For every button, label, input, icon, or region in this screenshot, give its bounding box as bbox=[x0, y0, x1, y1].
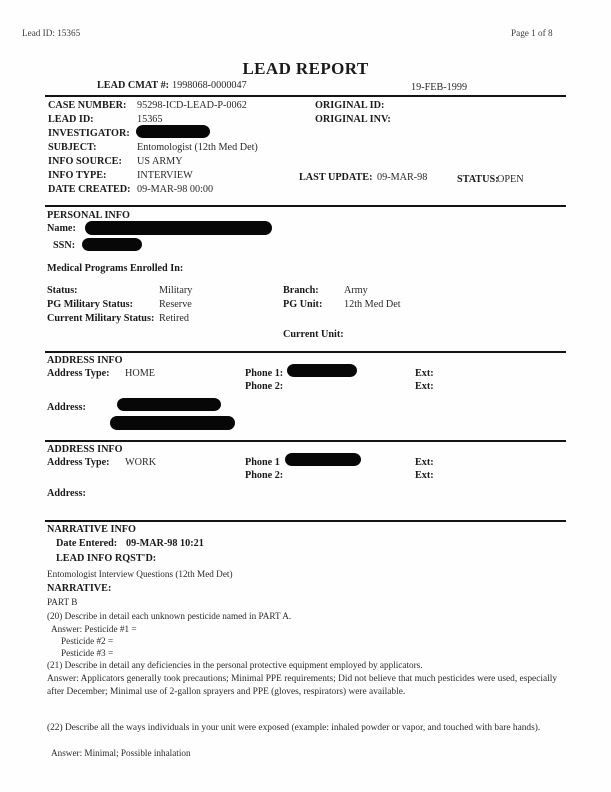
address-work-phone1-label: Phone 1 bbox=[245, 457, 280, 468]
name-label: Name: bbox=[47, 223, 76, 234]
address-work-label: Address: bbox=[47, 488, 86, 499]
address-home-phone2-label: Phone 2: bbox=[245, 381, 284, 392]
divider-narrative-info bbox=[45, 520, 566, 522]
lead-cmat-value: 1998068-0000047 bbox=[172, 80, 247, 91]
divider-personal-info bbox=[45, 205, 566, 207]
narrative-question-20: (20) Describe in detail each unknown pesticide named in PART A. bbox=[47, 611, 292, 621]
status-value: OPEN bbox=[497, 174, 524, 185]
address-home-ext2-label: Ext: bbox=[415, 381, 434, 392]
status-military-value: Military bbox=[159, 285, 193, 296]
lead-id-label: LEAD ID: bbox=[48, 114, 94, 125]
address-work-ext2-label: Ext: bbox=[415, 470, 434, 481]
narrative-question-21: (21) Describe in detail any deficiencies in the personal protective equipment employed by applicators. bbox=[47, 660, 423, 670]
pg-unit-value: 12th Med Det bbox=[344, 299, 401, 310]
info-type-label: INFO TYPE: bbox=[48, 170, 107, 181]
date-entered-label: Date Entered: bbox=[56, 538, 118, 549]
lead-id-header bbox=[22, 28, 80, 38]
last-update-label: LAST UPDATE: bbox=[299, 172, 373, 183]
address-home-section-title: ADDRESS INFO bbox=[47, 355, 123, 366]
narrative-part-label: PART B bbox=[47, 597, 78, 607]
current-military-status-label: Current Military Status: bbox=[47, 313, 155, 324]
personal-info-section-title: PERSONAL INFO bbox=[47, 210, 130, 221]
original-id-label: ORIGINAL ID: bbox=[315, 100, 385, 111]
narrative-answer-21: Answer: Applicators generally took precautions; Minimal PPE requirements; Did not believe that much pesticides were used, especially after December; Minimal use of 2-gallon sprayers and PPE (gloves, respirators) were available. bbox=[47, 674, 558, 697]
lead-cmat-label: LEAD CMAT #: bbox=[97, 80, 170, 91]
info-type-value: INTERVIEW bbox=[137, 170, 193, 181]
status-label: STATUS: bbox=[457, 174, 499, 185]
narrative-answer-20-line1: Answer: Pesticide #1 = bbox=[51, 624, 137, 634]
address-work-type-value: WORK bbox=[125, 457, 157, 468]
lead-id-header-value: 15365 bbox=[57, 28, 81, 38]
address-home-phone1-label: Phone 1: bbox=[245, 368, 284, 379]
ssn-redaction-bar bbox=[82, 238, 142, 251]
branch-label: Branch: bbox=[283, 285, 319, 296]
case-number-value: 95298-ICD-LEAD-P-0062 bbox=[137, 100, 247, 111]
pg-military-status-label: PG Military Status: bbox=[47, 299, 134, 310]
investigator-redaction-bar bbox=[136, 125, 210, 138]
date-created-value: 09-MAR-98 00:00 bbox=[137, 184, 214, 195]
divider-address-home bbox=[45, 351, 566, 353]
narrative-question-22: (22) Describe all the ways individuals in your unit were exposed (example: inhaled powder or vapor, and touched with bare hands). bbox=[47, 723, 541, 733]
address-home-type-label: Address Type: bbox=[47, 368, 110, 379]
lead-info-rqstd-value: Entomologist Interview Questions (12th Med Det) bbox=[47, 569, 233, 579]
date-created-label: DATE CREATED: bbox=[48, 184, 131, 195]
current-military-status-value: Retired bbox=[159, 313, 189, 324]
address-home-type-value: HOME bbox=[125, 368, 155, 379]
last-update-value: 09-MAR-98 bbox=[377, 172, 428, 183]
address-work-ext1-label: Ext: bbox=[415, 457, 434, 468]
page-indicator: Page 1 of 8 bbox=[511, 28, 553, 38]
address-work-phone2-label: Phone 2: bbox=[245, 470, 284, 481]
narrative-answer-22: Answer: Minimal; Possible inhalation bbox=[51, 748, 191, 758]
subject-value: Entomologist (12th Med Det) bbox=[137, 142, 258, 153]
status-military-label: Status: bbox=[47, 285, 78, 296]
address-work-type-label: Address Type: bbox=[47, 457, 110, 468]
case-number-label: CASE NUMBER: bbox=[48, 100, 127, 111]
pg-unit-label: PG Unit: bbox=[283, 299, 323, 310]
original-inv-label: ORIGINAL INV: bbox=[315, 114, 391, 125]
address-home-label: Address: bbox=[47, 402, 86, 413]
narrative-label: NARRATIVE: bbox=[47, 583, 112, 594]
address-work-section-title: ADDRESS INFO bbox=[47, 444, 123, 455]
narrative-answer-20-line3: Pesticide #3 = bbox=[61, 648, 114, 658]
address-work-phone1-redaction-bar bbox=[285, 453, 361, 466]
address-home-phone1-redaction-bar bbox=[287, 364, 357, 377]
address-home-redaction-bar-line2 bbox=[110, 416, 235, 430]
subject-label: SUBJECT: bbox=[48, 142, 97, 153]
medical-programs-label: Medical Programs Enrolled In: bbox=[47, 263, 184, 274]
lead-id-header-label: Lead ID: bbox=[22, 28, 55, 38]
narrative-answer-20-line2: Pesticide #2 = bbox=[61, 636, 114, 646]
info-source-value: US ARMY bbox=[137, 156, 183, 167]
narrative-info-section-title: NARRATIVE INFO bbox=[47, 524, 136, 535]
lead-info-rqstd-label: LEAD INFO RQST'D: bbox=[56, 553, 157, 564]
branch-value: Army bbox=[344, 285, 368, 296]
investigator-label: INVESTIGATOR: bbox=[48, 128, 130, 139]
divider-header bbox=[45, 95, 566, 97]
info-source-label: INFO SOURCE: bbox=[48, 156, 122, 167]
address-home-ext1-label: Ext: bbox=[415, 368, 434, 379]
name-redaction-bar bbox=[85, 221, 272, 235]
report-date: 19-FEB-1999 bbox=[411, 82, 468, 93]
current-unit-label: Current Unit: bbox=[283, 329, 344, 340]
date-entered-value: 09-MAR-98 10:21 bbox=[126, 538, 204, 549]
divider-address-work bbox=[45, 440, 566, 442]
lead-id-value: 15365 bbox=[137, 114, 163, 125]
address-home-redaction-bar-line1 bbox=[117, 398, 221, 411]
ssn-label: SSN: bbox=[53, 240, 76, 251]
pg-military-status-value: Reserve bbox=[159, 299, 192, 310]
page-title: LEAD REPORT bbox=[242, 59, 369, 78]
